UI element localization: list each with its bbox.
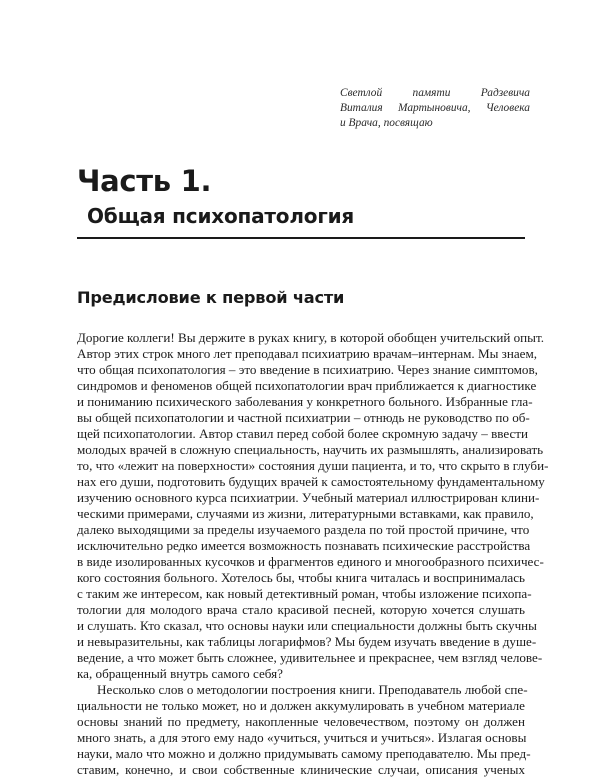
text-line: синдромов и феноменов общей психопатологии врач приближается к диагностике	[77, 378, 537, 393]
text-line: то, что «лежит на поверхности» состояния души пациента, и то, что скрыто в глуби-	[77, 458, 549, 473]
text-line: основы знаний по предмету, накопленные человечеством, поэтому он должен	[77, 714, 525, 729]
dedication	[340, 86, 530, 131]
text-line: тологии для молодого врача стало красивой песней, которую хочется слушать	[77, 602, 525, 617]
text-line: циальности не только может, но и должен аккумулировать в учебном материале	[77, 698, 525, 713]
text-line: и пониманию психического заболевания у конкретного больного. Избранные гла-	[77, 394, 533, 409]
section-heading: Предисловие к первой части	[77, 288, 345, 307]
text-line: много знать, а для этого ему надо «учиться, учиться и учиться». Излагая основы	[77, 730, 527, 745]
body-text	[77, 330, 549, 778]
paragraph-2	[77, 682, 531, 778]
title-rule	[77, 237, 525, 239]
text-line: Автор этих строк много лет преподавал психиатрию врачам–интернам. Мы знаем,	[77, 346, 538, 361]
text-line: исключительно редко имеется возможность познавать психические расстройства	[77, 538, 531, 553]
text-line: далеко выходящими за пределы изучаемого раздела по той простой причине, что	[77, 522, 530, 537]
part-subtitle: Общая психопатология	[87, 204, 355, 228]
text-line: Несколько слов о методологии построения книги. Преподаватель любой спе-	[97, 682, 528, 697]
dedication-line-2: Виталия Мартыновича, Человека	[340, 102, 530, 114]
paragraph-1	[77, 330, 549, 682]
text-line: с таким же интересом, как новый детективный роман, чтобы изложение психопа-	[77, 586, 532, 601]
text-line: Дорогие коллеги! Вы держите в руках книгу, в которой обобщен учительский опыт.	[77, 330, 544, 345]
text-line: ческими примерами, случаями из жизни, литературными вставками, как правило,	[77, 506, 534, 521]
text-line: ставим, конечно, и свои собственные клинические случаи, описания ученых	[77, 762, 525, 777]
text-line: и слушать. Кто сказал, что основы науки или специальности должны быть скучны	[77, 618, 537, 633]
part-title: Часть 1.	[77, 164, 212, 198]
text-line: нах его души, подготовить будущих врачей к самостоятельному фундаментальному	[77, 474, 545, 489]
text-line: науки, мало что можно и должно придумывать самому преподавателю. Мы пред-	[77, 746, 531, 761]
text-line: в виде изолированных кусочков и фрагментов единого и многообразного психичес-	[77, 554, 544, 569]
text-line: щей психопатологии. Автор ставил перед собой более скромную задачу – ввести	[77, 426, 529, 441]
text-line: ка, обращенный внутрь самого себя?	[77, 666, 283, 681]
text-line: молодых врачей в сложную специальность, научить их размышлять, анализировать	[77, 442, 544, 457]
text-line: вы общей психопатологии и частной психиатрии – отнюдь не руководство по об-	[77, 410, 530, 425]
text-line: изучению основного курса психиатрии. Учебный материал иллюстрирован клини-	[77, 490, 540, 505]
dedication-line-1: Светлой памяти Радзевича	[340, 87, 530, 99]
text-line: кого состояния больного. Хотелось бы, чтобы книга читалась и воспринималась	[77, 570, 525, 585]
text-line: и невыразительны, как таблицы логарифмов? Мы будем изучать введение в душе-	[77, 634, 537, 649]
text-line: ведение, а что может быть сложнее, удивительнее и прекраснее, чем взгляд челове-	[77, 650, 543, 665]
dedication-line-3: и Врача, посвящаю	[340, 117, 433, 129]
text-line: что общая психопатология – это введение в психиатрию. Через знание симптомов,	[77, 362, 538, 377]
